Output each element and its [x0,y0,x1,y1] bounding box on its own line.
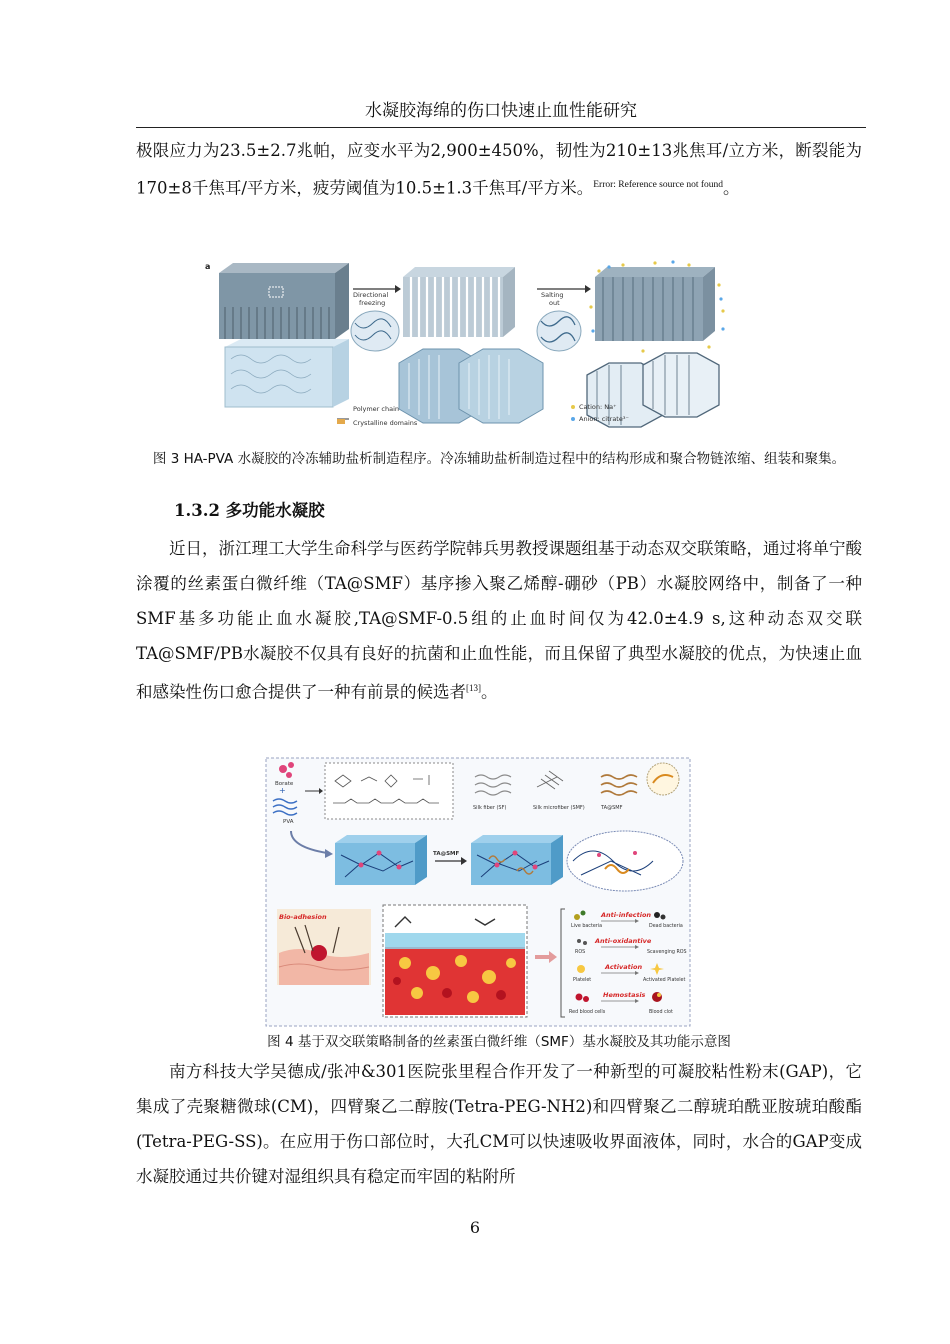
plus-icon: + [279,786,286,795]
label-borate: Borate [275,781,294,787]
label-pva: PVA [283,819,294,825]
label-blood-clot: Blood clot [649,1010,673,1015]
paragraph-2-end: 。 [481,682,498,702]
label-activation: Activation [605,963,643,971]
figure-4-caption: 图 4 基于双交联策略制备的丝素蛋白微纤维（SMF）基水凝胶及其功能示意图 [267,1034,731,1050]
page-number: 6 [469,1218,481,1237]
paragraph-2-text: 近日，浙江理工大学生命科学与医药学院韩兵男教授课题组基于动态双交联策略，通过将单宁酸涂覆的丝素蛋白微纤维（TA@SMF）基序掺入聚乙烯醇-硼砂（PB）水凝胶网络中，制备了一种SMF基多功能止血水凝胶,TA@SMF-0.5组的止血时间仅为42.0±4.9 s,这种动态双交联TA@SMF/PB水凝胶不仅具有良好的抗菌和止血性能，而且保留了典型水凝胶的优点，为快速止血和感染性伤口愈合提供了一种有前景的候选者 [136,539,862,702]
citation-13: [13] [466,683,481,693]
panel-label: a [205,262,211,271]
label-directional: Directional [353,291,389,299]
label-out: out [549,299,560,307]
label-anti-infection: Anti-infection [601,911,652,919]
section-heading: 1.3.2 多功能水凝胶 [174,501,325,520]
label-platelet: Platelet [573,978,592,983]
page-header: 水凝胶海绵的伤口快速止血性能研究 [136,96,866,128]
figure-4-image [265,757,691,1027]
label-ta-smf-arrow: TA@SMF [433,851,460,857]
paragraph-1-end: 。 [723,178,740,198]
error-reference: Error: Reference source not found [593,180,724,190]
label-dead-bacteria: Dead bacteria [649,924,683,929]
label-silk-fiber: Silk fiber (SF) [473,805,507,811]
label-silk-microfiber: Silk microfiber (SMF) [533,805,585,811]
paragraph-1-text: 极限应力为23.5±2.7兆帕，应变水平为2,900±450%，韧性为210±13兆焦耳/立方米，断裂能为170±8千焦耳/平方米，疲劳阈值为10.5±1.3千焦耳/平方米。 [136,141,862,198]
label-bio-adhesion: Bio-adhesion [279,913,327,921]
label-ros: ROS [575,950,586,955]
paragraph-multifunctional [136,531,862,710]
legend-crystalline: Crystalline domains [353,419,418,427]
paragraph-gap-powder: 南方科技大学吴德成/张冲&301医院张里程合作开发了一种新型的可凝胶粘性粉末(GAP)，它集成了壳聚糖微球(CM)，四臂聚乙二醇胺(Tetra-PEG-NH2)和四臂聚乙二醇琥珀酰亚胺琥珀酸酯(Tetra-PEG-SS)。在应用于伤口部位时，大孔CM可以快速吸收界面液体，同时，水合的GAP变成水凝胶通过共价键对湿组织具有稳定而牢固的粘附所 [136,1062,862,1186]
legend-polymer-chain: Polymer chain [353,405,399,413]
paragraph-mechanics [136,133,862,206]
label-live-bacteria: Live bacteria [571,924,603,929]
legend-cation: Cation: Na⁺ [579,403,617,411]
label-anti-oxidantive: Anti-oxidantive [595,937,652,945]
label-activated-platelet: Activated Platelet [643,978,686,983]
figure-3-image [203,259,747,431]
label-ta-smf: TA@SMF [601,805,623,811]
figure-3-caption: 图 3 HA-PVA 水凝胶的冷冻辅助盐析制造程序。冷冻辅助盐析制造过程中的结构形成和聚合物链浓缩、组装和聚集。 [152,451,846,467]
label-freezing: freezing [359,299,386,307]
label-hemostasis: Hemostasis [603,991,646,999]
legend-anion: Anion: citrate³⁻ [579,415,629,423]
label-red-blood-cells: Red blood cells [569,1010,606,1015]
label-scavenging-ros: Scavenging ROS [647,950,687,955]
label-salting: Salting [541,291,564,299]
